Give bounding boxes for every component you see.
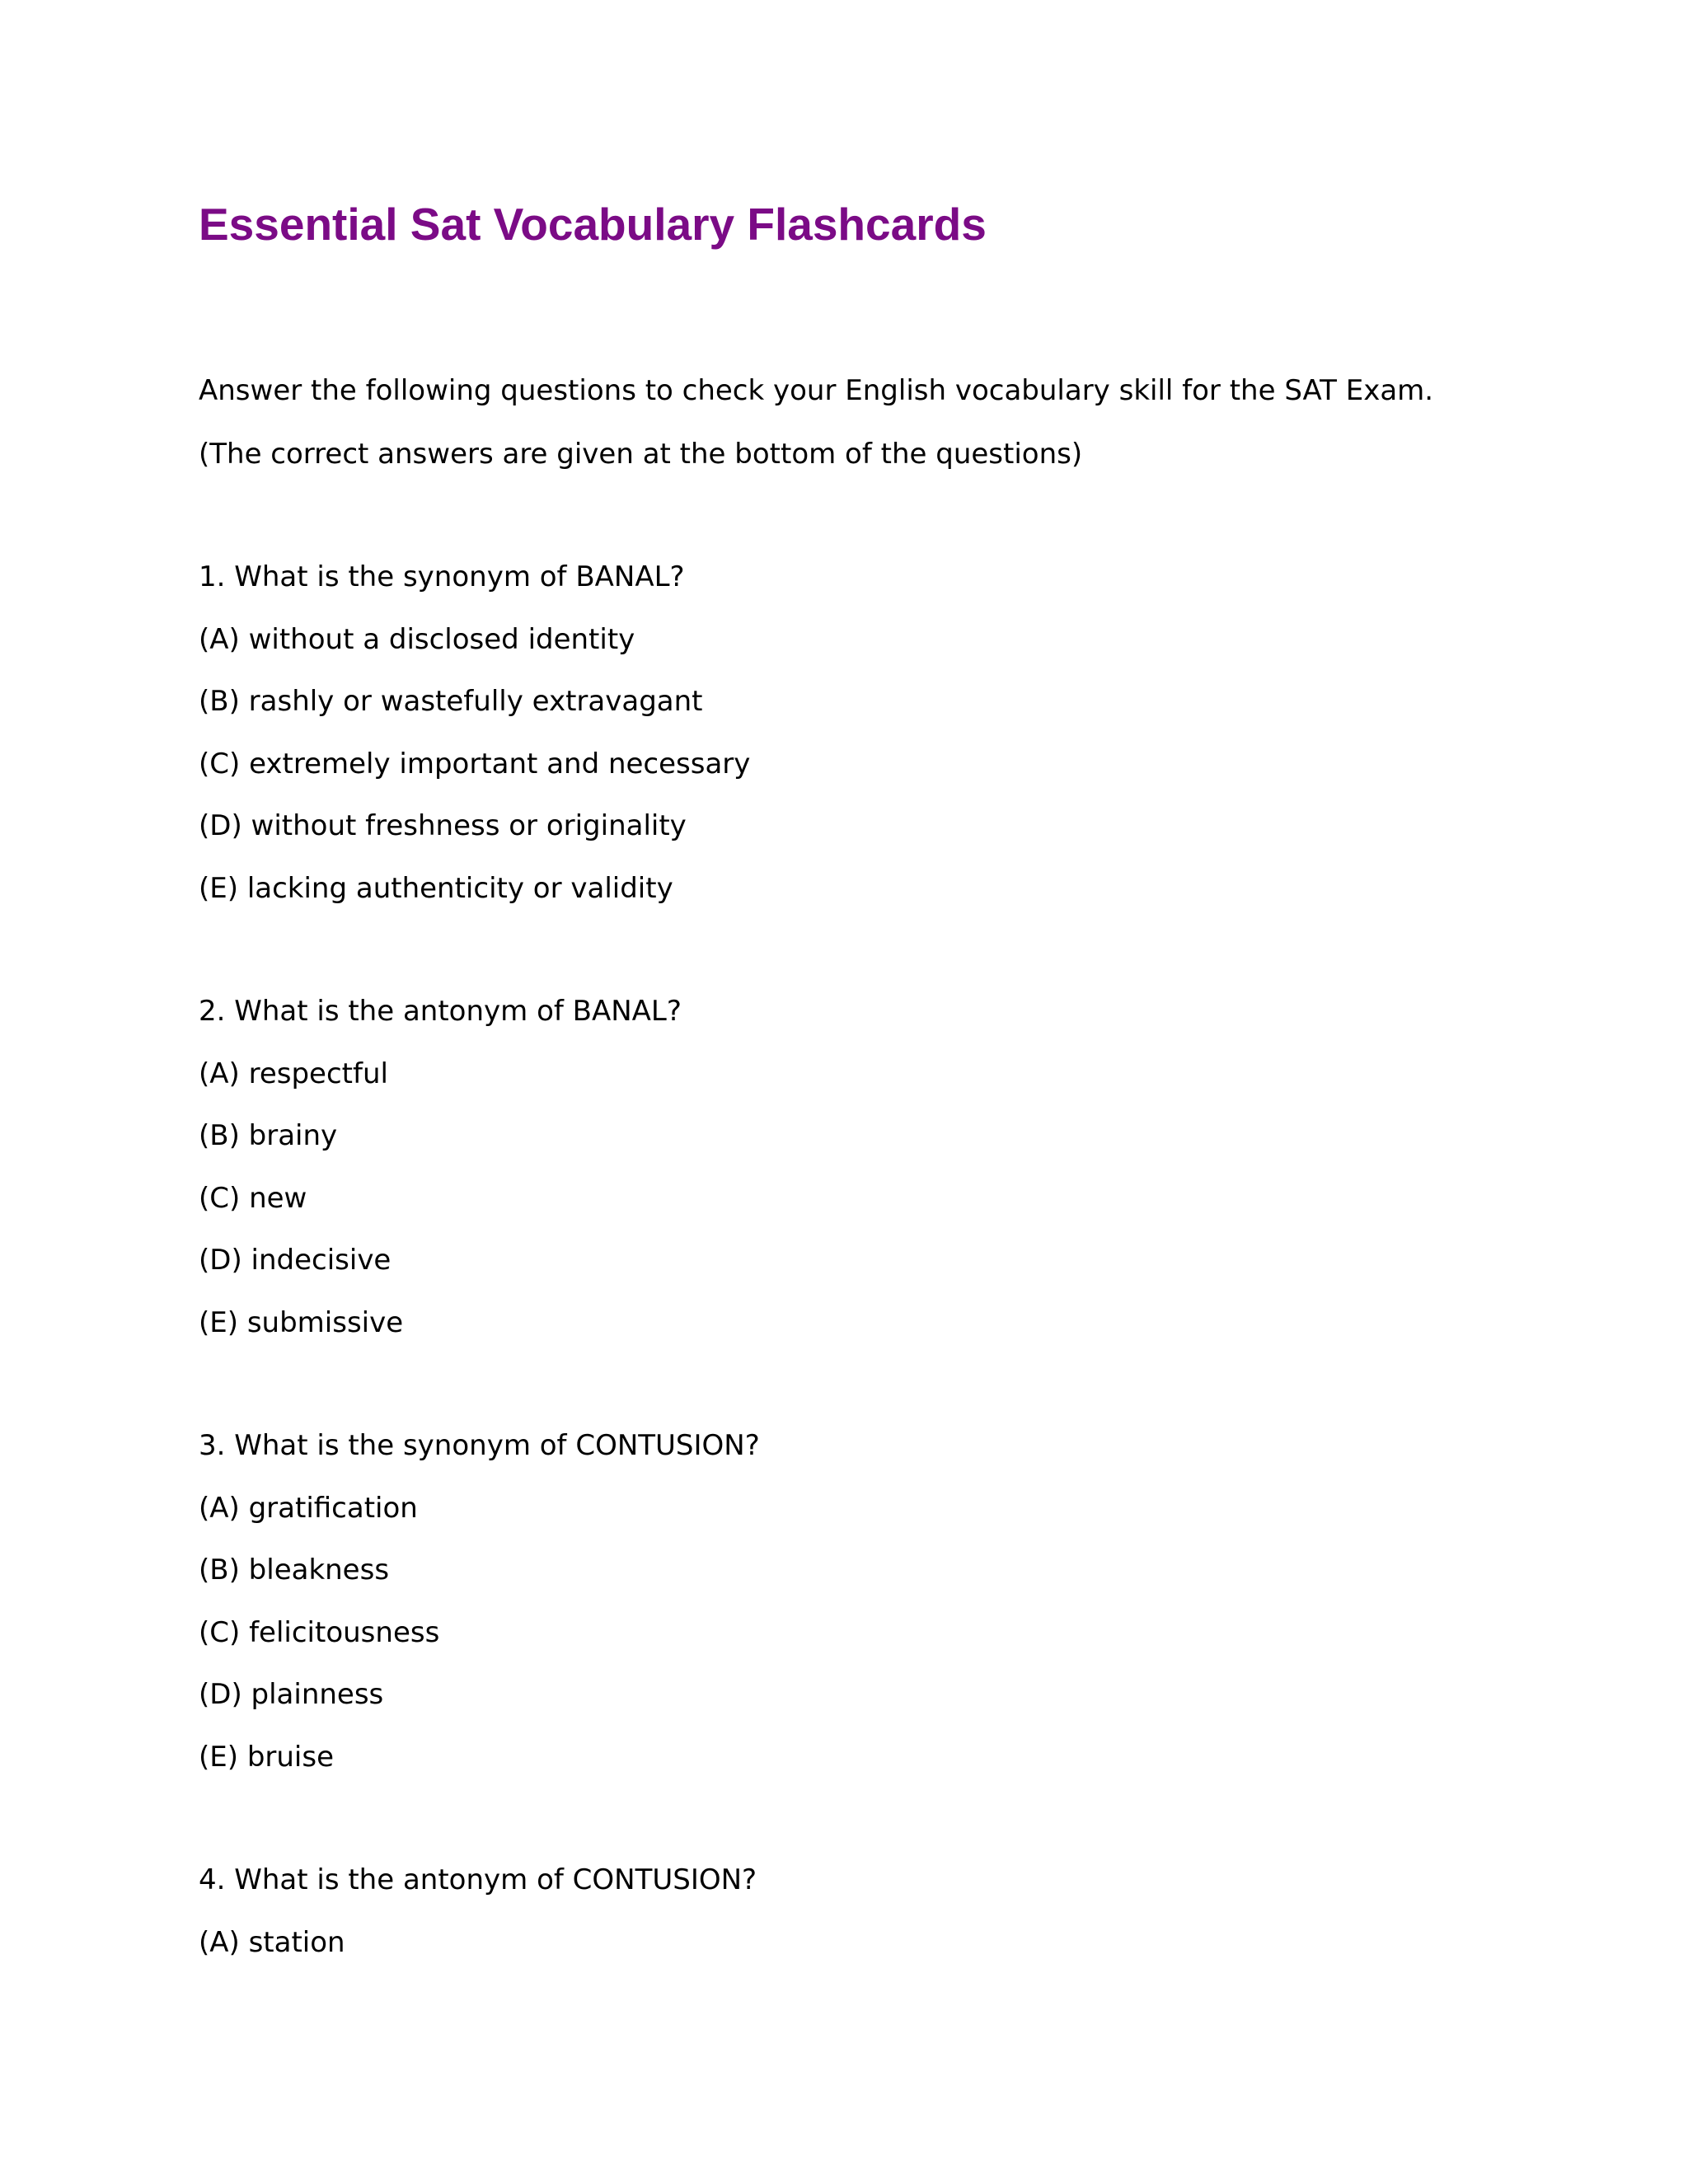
question-text: 2. What is the antonym of BANAL? bbox=[199, 995, 682, 1028]
answer-option: (A) respectful bbox=[199, 1057, 388, 1090]
answer-option: (C) extremely important and necessary bbox=[199, 747, 751, 780]
question-1 bbox=[199, 556, 1517, 930]
page-title: Essential Sat Vocabulary Flashcards bbox=[199, 199, 987, 250]
intro-answer-note: (The correct answers are given at the bottom of the questions) bbox=[199, 438, 1083, 471]
answer-option: (E) lacking authenticity or validity bbox=[199, 871, 673, 905]
question-2 bbox=[199, 991, 1517, 1364]
answer-option: (A) gratification bbox=[199, 1491, 418, 1525]
answer-option: (B) bleakness bbox=[199, 1554, 390, 1586]
answer-option: (C) felicitousness bbox=[199, 1615, 440, 1649]
question-3 bbox=[199, 1425, 1517, 1798]
answer-option: (E) bruise bbox=[199, 1740, 335, 1774]
answer-option: (A) station bbox=[199, 1925, 345, 1959]
question-text: 3. What is the synonym of CONTUSION? bbox=[199, 1429, 760, 1462]
answer-option: (B) brainy bbox=[199, 1119, 338, 1152]
answer-option: (B) rashly or wastefully extravagant bbox=[199, 685, 703, 718]
question-4 bbox=[199, 1859, 1517, 1984]
answer-option: (A) without a disclosed identity bbox=[199, 622, 635, 656]
answer-option: (E) submissive bbox=[199, 1305, 404, 1339]
intro-instruction: Answer the following questions to check your English vocabulary skill for the SAT Exam. bbox=[199, 374, 1434, 407]
question-text: 4. What is the antonym of CONTUSION? bbox=[199, 1863, 757, 1896]
answer-option: (D) without freshness or originality bbox=[199, 809, 687, 842]
answer-option: (D) plainness bbox=[199, 1678, 384, 1711]
question-text: 1. What is the synonym of BANAL? bbox=[199, 560, 685, 593]
answer-option: (C) new bbox=[199, 1181, 307, 1215]
answer-option: (D) indecisive bbox=[199, 1244, 392, 1277]
